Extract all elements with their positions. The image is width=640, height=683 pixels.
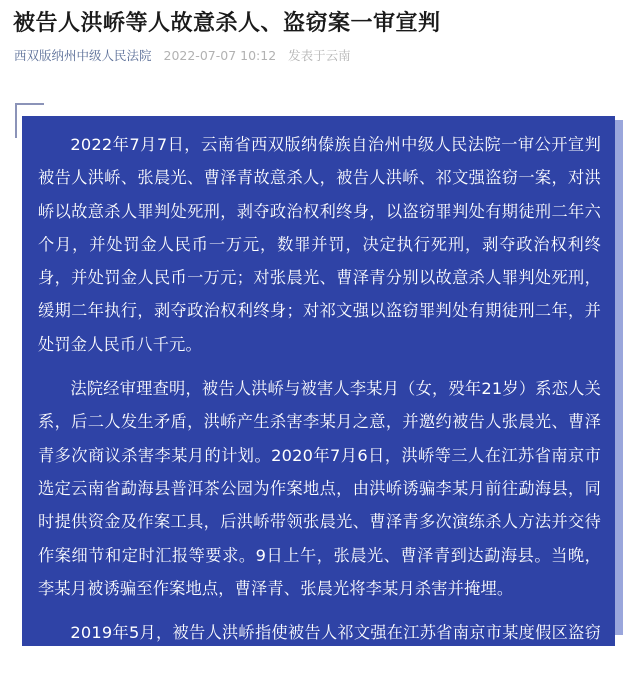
publish-time: 2022-07-07 10:12 <box>163 48 277 63</box>
corner-bracket-horizontal <box>15 103 44 105</box>
corner-bracket-vertical <box>15 103 17 138</box>
paragraph-facts: 法院经审理查明，被告人洪峤与被害人李某月（女，殁年21岁）系恋人关系，后二人发生矛盾，洪峤产生杀害李某月之意，并邀约被告人张晨光、曹泽青多次商议杀害李某月的计划。2020年7月6日，洪峤等三人在江苏省南京市选定云南省勐海县普洱茶公园为作案地点，由洪峤诱骗李某月前往勐海县，同时提供资金及作案工具，后洪峤带领张晨光、曹泽青多次演练杀人方法并交待作案细节和定时汇报等要求。9日上午，张晨光、曹泽青到达勐海县。当晚，李某月被诱骗至作案地点，曹泽青、张晨光将李某月杀害并掩埋。 <box>38 379 601 598</box>
paragraph-verdict: 2022年7月7日，云南省西双版纳傣族自治州中级人民法院一审公开宣判被告人洪峤、张晨光、曹泽青故意杀人，被告人洪峤、祁文强盗窃一案，对洪峤以故意杀人罪判处死刑，剥夺政治权利终身，以盗窃罪判处有期徒刑二年六个月，并处罚金人民币一万元，数罪并罚，决定执行死刑，剥夺政治权利终身，并处罚金人民币一万元；对张晨光、曹泽青分别以故意杀人罪判处死刑，缓期二年执行，剥夺政治权利终身；对祁文强以盗窃罪判处有期徒刑二年，并处罚金人民币八千元。 <box>38 135 601 354</box>
article-title: 被告人洪峤等人故意杀人、盗窃案一审宣判 <box>13 11 441 36</box>
author-link[interactable]: 西双版纳州中级人民法院 <box>14 48 152 63</box>
verdict-content-box <box>22 116 615 676</box>
article-meta <box>14 47 351 65</box>
paragraph-theft: 2019年5月，被告人洪峤指使被告人祁文强在江苏省南京市某度假区盗窃一台单目夜视仪（价值人民币18000元）。 <box>38 623 601 676</box>
publish-location: 发表于云南 <box>288 48 351 63</box>
box-shadow-strip <box>614 120 623 635</box>
